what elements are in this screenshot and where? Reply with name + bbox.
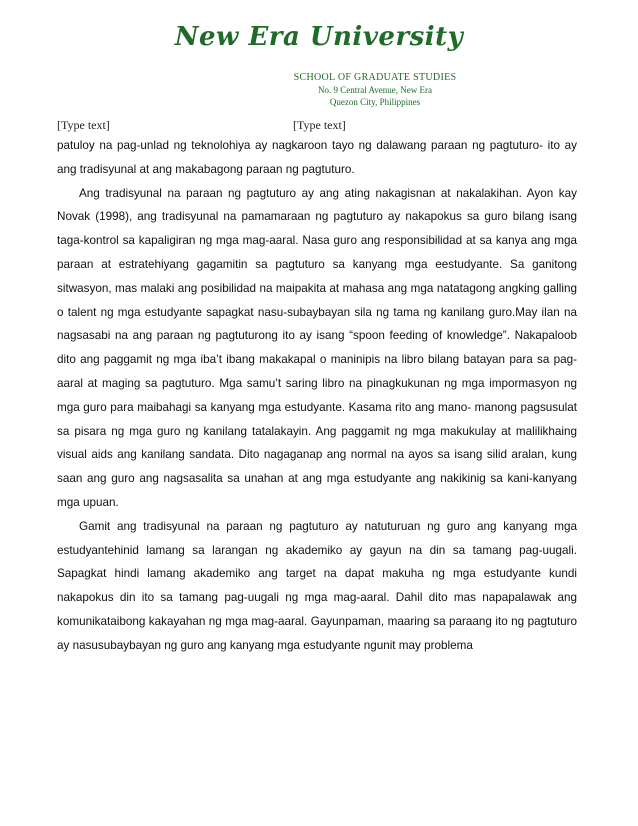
address-line-1: No. 9 Central Avenue, New Era xyxy=(317,85,433,95)
paragraph-continued: patuloy na pag-unlad ng teknolohiya ay nagkaroon tayo ng dalawang paraan ng pagtuturo- ito ay ang tradisyunal at ang makabagong paraan ng pagtuturo. xyxy=(57,139,577,176)
paragraph: Ang tradisyunal na paraan ng pagtuturo ay ang ating nakagisnan at nakalakihan. Ayon kay Novak (1998), ang tradisyunal na pamamaraan ng pagtuturo ay nakapokus sa guro bilang isang taga-kontrol sa kapaligiran ng mga mag-aaral. Nasa guro ang responsibilidad at sa kanya ang mga paraan at estratehiyang gagamitin sa pagtuturo sa kanyang mga eestudyante. Sa ganitong sitwasyon, mas malaki ang posibilidad na maipakita at mahasa ang mga natatagong angking galling o talent ng mga estudyante sapagkat nasu-subaybayan sila ng tama ng kanilang guro.May ilan na nagsasabi na ang paraan ng pagtuturong ito ay isang “spoon feeding of knowledge”. Nakapaloob dito ang paggamit ng mga iba’t ibang makakapal o maninipis na libro bilang batayan para sa pag-aaral at maging sa pagtuturo. Mga samu’t saring libro na pinagkukunan ng mga impormasyon ng mga guro para maibahagi sa kanyang mga estudyante. Kasama rito ang mano- manong pagsusulat sa pisara ng mga guro ng kanilang tatalakayin. Ang paggamit ng mga makukulay at malilikhaing visual aids ang kanilang sandata. Dito nagaganap ang normal na ayos sa isang silid aralan, kung saan ang guro ang nagsasalita sa unahan at ang mga estudyante ang nakikinig sa kani-kanyang mga upuan. xyxy=(57,186,577,509)
university-name: New Era University xyxy=(174,22,464,52)
letterhead xyxy=(0,22,638,106)
paragraph: Gamit ang tradisyunal na paraan ng pagtuturo ay natuturuan ng guro ang kanyang mga estudyantehinid lamang sa larangan ng akademiko ay gayun na din sa tamang pag-uugali. Sapagkat hindi lamang akademiko ang target na dapat makuha ng mga estudyante kundi nakapokus din ito sa tamang pag-uugali ng mga mag-aaral. Dahil dito mas napapalawak ang komunikataibong kakayahan ng mga mag-aaral. Gayunpaman, maaring sa paraang ito ng pagtuturo ay nasusubaybayan ng guro ang kanyang mga estudyante ngunit may problema xyxy=(57,519,577,652)
header-placeholder-middle[interactable]: [Type text] xyxy=(293,118,346,132)
document-body xyxy=(57,134,577,658)
header-placeholder-left[interactable]: [Type text] xyxy=(57,118,110,132)
address-line-2: Quezon City, Philippines xyxy=(329,97,421,107)
school-name: SCHOOL OF GRADUATE STUDIES xyxy=(293,72,457,83)
